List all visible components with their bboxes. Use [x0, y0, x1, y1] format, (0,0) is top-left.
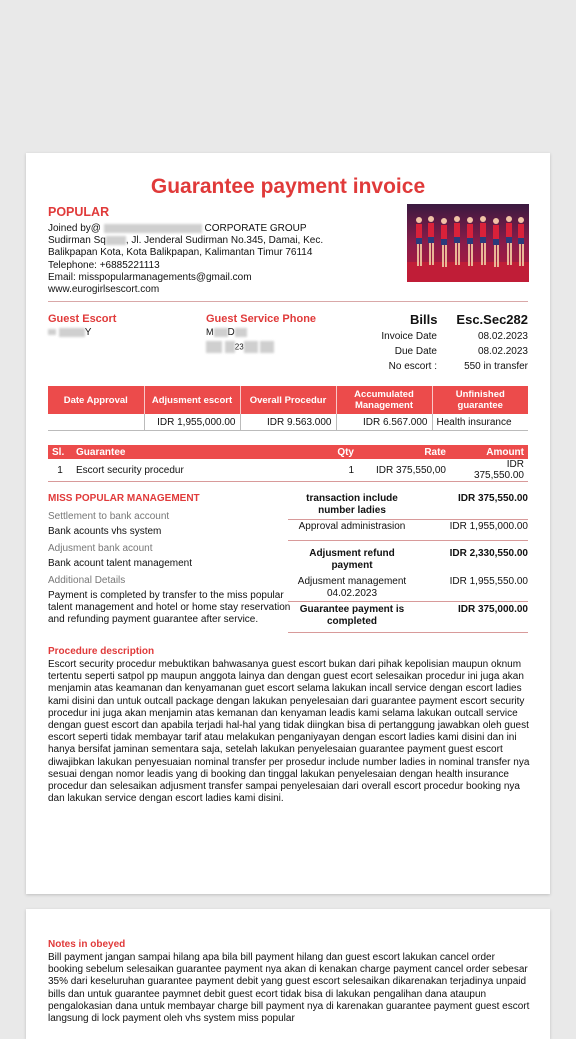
redacted-block [59, 328, 85, 337]
items-table [48, 445, 528, 482]
total-row [288, 521, 528, 535]
table-row [48, 459, 528, 482]
total-value: IDR 375,000.00 [457, 604, 528, 615]
address-line: CORPORATE GROUP [204, 223, 307, 234]
telephone-line: Telephone: +6885221113 [48, 259, 160, 271]
adjust-bank-value: Bank acount talent management [48, 558, 192, 569]
cell-qty: 1 [290, 459, 358, 482]
redacted-block [106, 236, 126, 245]
cell-amount: IDR 375,550.00 [450, 459, 528, 482]
details-label: Additional Details [48, 575, 126, 586]
total-label: Guarantee payment is completed [299, 604, 405, 627]
address-line: Joined by@ [48, 223, 101, 234]
guest-service-text: D [227, 327, 235, 338]
total-value: IDR 2,330,550.00 [449, 548, 528, 559]
redacted-block [206, 341, 222, 353]
details-value: Payment is completed by transfer to the miss popular talent management and hotel or home stay reservation and refunding payment guarantee after service. [48, 590, 291, 625]
procedure-title: Procedure description [48, 646, 155, 657]
header-sl: Sl. [48, 445, 72, 459]
guest-escort-text: Y [84, 327, 92, 338]
table-row [48, 414, 528, 431]
total-row [288, 576, 528, 602]
settlement-value: Bank acounts vhs system [48, 526, 162, 537]
redacted-block [214, 328, 228, 337]
redacted-block [104, 224, 202, 233]
cell-date-approval [48, 414, 144, 431]
cell-adjusment-escort: IDR 1,955,000.00 [144, 414, 240, 431]
invoice-date-value: 08.02.2023 [477, 331, 528, 342]
due-date-label: Due Date [394, 346, 437, 357]
header-adjusment-escort: Adjusment escort [144, 386, 240, 414]
no-escort-label: No escort : [388, 361, 437, 372]
procedure-text: Escort security procedur mebuktikan bahwasanya guest escort bukan dari pihak kepolisian maupun oknum tertentu seperti satpol pp maupun anggota lainya dan dengan guest ecort selesaikan procedur ini juga akan menjamin atas keamanan dan kenyamanan guet escort selama lakukan incall service dengan escort ladies kami disini dan untuk outcall package dengan lakukan penyelesaian dari guarantee payment escort security procedur ini juga akan menjamin atas kemanan dan kenyaman leadis kami selama lakukan outcall service dengan guest escort dan apabila terjadi hal-hal yang tidak diingkan bisa di pertanggung jawabkan oleh guest escort seperti tidak membayar tarif atau melakukan penganiyayan dengan escort ladies kami disini dan ini hanya bersifat jaminan sementara saja, setelah lakukan penyelesaian guarantee payment guest escort diwajibkan lakukan penyesuaian nominal transfer per prosedur include number ladies in nominal transfer nya sesuai dengan nomor leadis yang di booking dan tinggal lakukan penyelesaian dengan health insurance procedur dan selesaikan adjusment transfer sampai penyelesaian dari overall escort procedur booking nya dan lakukan service dengan escort ladies kami disini. [48, 659, 530, 805]
total-value: IDR 1,955,550.00 [449, 576, 528, 587]
header-guarantee: Guarantee [72, 445, 290, 459]
redacted-block [225, 341, 235, 353]
header-accumulated-management: Accumulated Management [336, 386, 432, 414]
divider [288, 632, 528, 633]
adjust-bank-label: Adjusment bank acount [48, 543, 153, 554]
promo-photo [407, 204, 529, 282]
summary-header-row [48, 386, 528, 414]
email-line: Email: misspopularmanagements@gmail.com [48, 271, 252, 283]
guest-service-text: 23 [234, 342, 244, 352]
header-date-approval: Date Approval [48, 386, 144, 414]
total-label: Adjusment refund payment [309, 548, 395, 571]
cell-rate: IDR 375,550,00 [358, 459, 450, 482]
due-date-value: 08.02.2023 [477, 346, 528, 357]
summary-table [48, 386, 528, 431]
guest-service-value: M D [206, 327, 247, 338]
cell-sl: 1 [48, 459, 72, 482]
total-label: transaction include number ladies [306, 493, 398, 516]
address-line: Balikpapan Kota, Kota Balikpapan, Kalimantan Timur 76114 [48, 247, 313, 259]
bills-label: Bills [410, 312, 438, 327]
notes-title: Notes in obeyed [48, 939, 126, 950]
company-address [48, 223, 378, 296]
total-row [288, 604, 528, 630]
guest-service-label: Guest Service Phone [206, 313, 317, 325]
header-qty: Qty [290, 445, 358, 459]
redacted-block [244, 341, 258, 353]
bills-code: Esc.Sec282 [456, 312, 528, 327]
cell-overall-procedur: IDR 9.563.000 [240, 414, 336, 431]
no-escort-value: 550 in transfer [464, 361, 528, 372]
total-row [288, 493, 528, 519]
header-rate: Rate [358, 445, 450, 459]
redacted-block [48, 329, 56, 335]
redacted-block [260, 341, 274, 353]
items-header-row [48, 445, 528, 459]
notes-text: Bill payment jangan sampai hilang apa bila bill payment hilang dan guest escort lakukan cancel order booking sebelum selesaikan guarantee payment nya akan di kenakan charge payment cancel order sebesar 35% dari keseluruhan guarantee payment debit yang guest escort selesaikan dikarenakan terjadinya unpaid bills dan untuk guarantee paymnet debit guest ecort tidak bisa di lakukan pengalihan dana ataupun pengalokasian dana untuk membayar charge bill payment nya di karenakan guarantee payment guest escort langsung di lock payment oleh vhs system miss popular [48, 952, 530, 1025]
redacted-block [235, 328, 247, 337]
header-overall-procedur: Overall Procedur [240, 386, 336, 414]
notes-page [26, 909, 550, 1039]
cell-guarantee: Escort security procedur [72, 459, 290, 482]
guest-escort-label: Guest Escort [48, 313, 117, 325]
cell-unfinished-guarantee: Health insurance [432, 414, 528, 431]
header-amount: Amount [450, 445, 528, 459]
invoice-page [26, 153, 550, 894]
divider [48, 301, 528, 302]
address-line: , Jl. Jenderal Sudirman No.345, Damai, Kec. [125, 235, 324, 247]
settlement-label: Settlement to bank account [48, 511, 170, 522]
total-value: IDR 375,550.00 [457, 493, 528, 504]
guest-escort-value [48, 327, 91, 338]
total-value: IDR 1,955,000.00 [449, 521, 528, 532]
invoice-date-label: Invoice Date [381, 331, 437, 342]
header-unfinished-guarantee: Unfinished guarantee [432, 386, 528, 414]
invoice-title: Guarantee payment invoice [150, 175, 426, 198]
divider [288, 601, 528, 602]
management-title: MISS POPULAR MANAGEMENT [48, 493, 200, 504]
cell-accumulated-management: IDR 6.567.000 [336, 414, 432, 431]
divider [288, 519, 528, 520]
address-line: Sudirman Sq [48, 235, 106, 247]
total-row [288, 548, 528, 574]
guest-service-value-2 [206, 341, 274, 353]
website-line: www.eurogirlsescort.com [48, 284, 160, 296]
total-label: Adjusment management 04.02.2023 [297, 576, 407, 599]
total-label: Approval administrasion [298, 521, 406, 532]
brand-name: POPULAR [48, 205, 110, 219]
divider [288, 540, 528, 541]
